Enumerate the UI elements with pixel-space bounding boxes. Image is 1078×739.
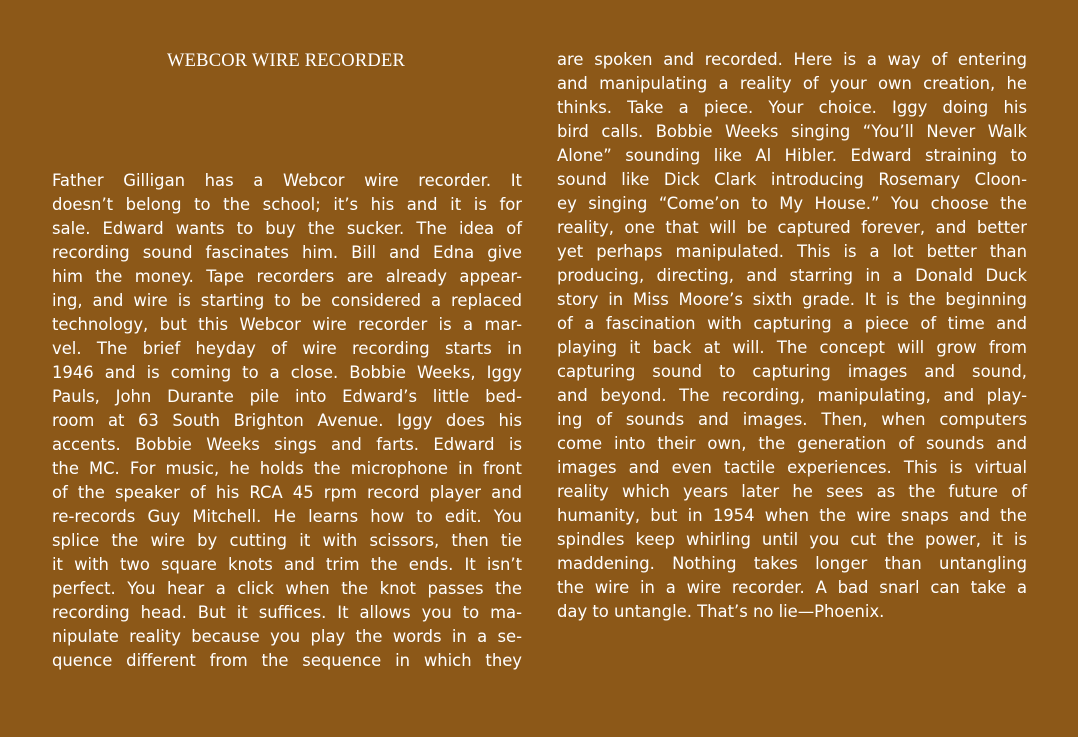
- right-text-column: [557, 48, 1027, 624]
- text-line: him the money. Tape recorders are already appear-: [52, 267, 522, 286]
- text-line: bird calls. Bobbie Weeks singing “You’ll Never Walk: [557, 122, 1027, 141]
- text-line: 1946 and is coming to a close. Bobbie Weeks, Iggy: [52, 363, 522, 382]
- text-line: ey singing “Come’on to My House.” You choose the: [557, 194, 1027, 213]
- text-line: sale. Edward wants to buy the sucker. The idea of: [52, 219, 522, 238]
- left-text-column: [52, 169, 522, 673]
- text-line: spindles keep whirling until you cut the power, it is: [557, 530, 1027, 549]
- text-line: playing it back at will. The concept will grow from: [557, 338, 1027, 357]
- text-line: come into their own, the generation of sounds and: [557, 434, 1027, 453]
- text-line: maddening. Nothing takes longer than untangling: [557, 554, 1027, 573]
- text-line: the MC. For music, he holds the microphone in front: [52, 459, 522, 478]
- text-line: sound like Dick Clark introducing Rosemary Cloon-: [557, 170, 1027, 189]
- text-line: reality which years later he sees as the future of: [557, 482, 1027, 501]
- text-line: day to untangle. That’s no lie—Phoenix.: [557, 602, 885, 621]
- chapter-heading: WEBCOR WIRE RECORDER: [167, 51, 405, 71]
- text-line: reality, one that will be captured forever, and better: [557, 218, 1027, 237]
- text-line: humanity, but in 1954 when the wire snaps and the: [557, 506, 1027, 525]
- text-line: room at 63 South Brighton Avenue. Iggy does his: [52, 411, 522, 430]
- text-line: recording sound fascinates him. Bill and Edna give: [52, 243, 522, 262]
- text-line: images and even tactile experiences. This is virtual: [557, 458, 1027, 477]
- text-line: and beyond. The recording, manipulating, and play-: [557, 386, 1027, 405]
- text-line: of a fascination with capturing a piece of time and: [557, 314, 1027, 333]
- text-line: Pauls, John Durante pile into Edward’s little bed-: [52, 387, 522, 406]
- text-line: capturing sound to capturing images and sound,: [557, 362, 1027, 381]
- text-line: of the speaker of his RCA 45 rpm record player and: [52, 483, 522, 502]
- text-line: and manipulating a reality of your own creation, he: [557, 74, 1027, 93]
- text-line: perfect. You hear a click when the knot passes the: [52, 579, 522, 598]
- text-line: accents. Bobbie Weeks sings and farts. Edward is: [52, 435, 522, 454]
- text-line: ing, and wire is starting to be considered a replaced: [52, 291, 522, 310]
- text-line: yet perhaps manipulated. This is a lot better than: [557, 242, 1027, 261]
- text-line: Alone” sounding like Al Hibler. Edward straining to: [557, 146, 1027, 165]
- text-line: thinks. Take a piece. Your choice. Iggy doing his: [557, 98, 1027, 117]
- text-line: the wire in a wire recorder. A bad snarl can take a: [557, 578, 1027, 597]
- text-line: vel. The brief heyday of wire recording starts in: [52, 339, 522, 358]
- text-line: re-records Guy Mitchell. He learns how to edit. You: [52, 507, 522, 526]
- text-line: quence different from the sequence in which they: [52, 651, 522, 670]
- text-line: ing of sounds and images. Then, when computers: [557, 410, 1027, 429]
- text-line: are spoken and recorded. Here is a way of entering: [557, 50, 1027, 69]
- text-line: splice the wire by cutting it with scissors, then tie: [52, 531, 522, 550]
- text-line: recording head. But it suffices. It allows you to ma-: [52, 603, 522, 622]
- text-line: producing, directing, and starring in a Donald Duck: [557, 266, 1027, 285]
- text-line: doesn’t belong to the school; it’s his and it is for: [52, 195, 522, 214]
- text-line: technology, but this Webcor wire recorder is a mar-: [52, 315, 522, 334]
- text-line: nipulate reality because you play the words in a se-: [52, 627, 522, 646]
- text-line: story in Miss Moore’s sixth grade. It is the beginning: [557, 290, 1027, 309]
- text-line: Father Gilligan has a Webcor wire recorder. It: [52, 171, 522, 190]
- text-line: it with two square knots and trim the ends. It isn’t: [52, 555, 522, 574]
